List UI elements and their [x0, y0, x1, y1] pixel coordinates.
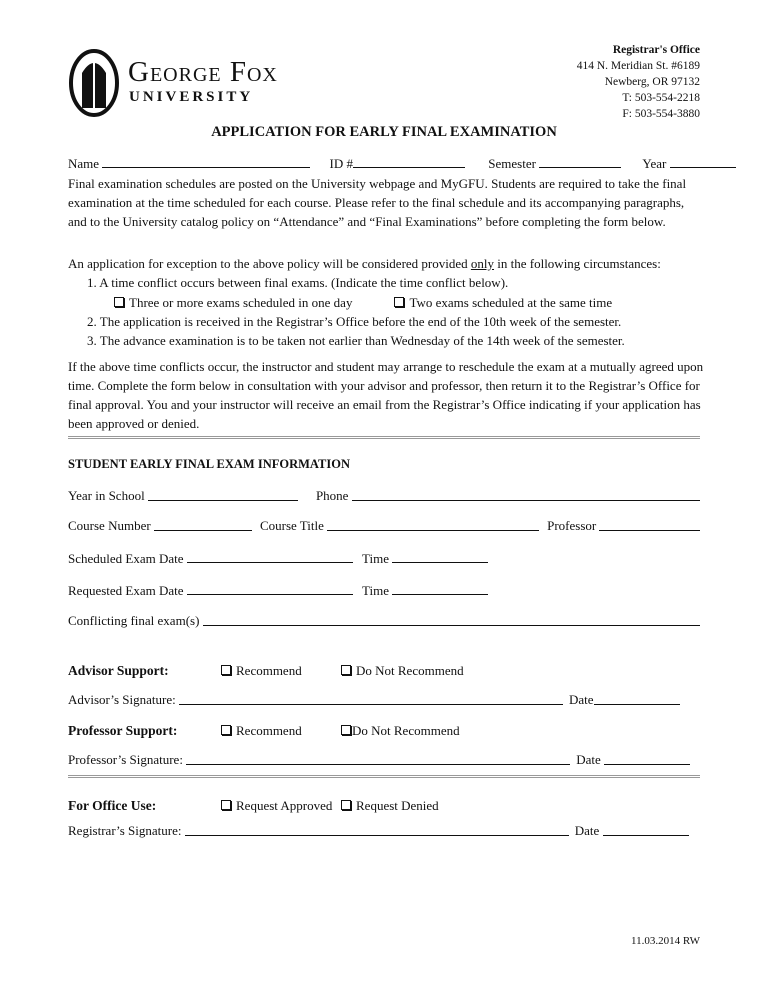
checkbox[interactable]: [221, 725, 231, 735]
phone-field[interactable]: [352, 488, 700, 501]
requested-date-field[interactable]: [187, 582, 353, 595]
condition-1: 1. A time conflict occurs between final exams. (Indicate the time conflict below).: [87, 275, 509, 290]
city: Newberg, OR 97132: [604, 76, 700, 88]
emphasis: only: [470, 256, 495, 271]
logo-emblem-icon: [68, 48, 120, 118]
label: Advisor Support:: [68, 663, 169, 678]
registrar-signature-field[interactable]: [185, 823, 569, 836]
id-label: ID #: [329, 156, 354, 171]
label: Professor’s Signature:: [68, 752, 183, 767]
label: Date: [568, 692, 594, 707]
instructions-paragraph: If the above time conflicts occur, the instructor and student may arrange to reschedule the exam at a mutually agreed upon time. Complete the form below in consultation with your advisor and professor, then return it to the Registrar’s Office for final approval. You and your instructor will receive an email from the Registrar’s Office indicating if your application has been approved or denied.: [68, 359, 704, 431]
conflicting-exams-field[interactable]: [203, 613, 700, 626]
checkbox-label: Do Not Recommend: [356, 663, 464, 678]
checkbox-label: Request Approved: [236, 798, 333, 813]
label: Time: [362, 583, 389, 598]
course-number-field[interactable]: [154, 518, 252, 531]
text: An application for exception to the above policy will be considered provided: [68, 256, 471, 271]
course-row: [68, 518, 700, 534]
registrar-signature-row: [68, 823, 700, 839]
scheduled-row: [68, 550, 700, 567]
label: Conflicting final exam(s): [68, 613, 200, 628]
checkbox-label: Three or more exams scheduled in one day: [129, 295, 353, 310]
advisor-date-field[interactable]: [594, 692, 680, 705]
id-field[interactable]: [353, 155, 465, 168]
label: Professor: [547, 518, 597, 533]
checkbox[interactable]: [221, 800, 231, 810]
name-field[interactable]: [102, 155, 310, 168]
checkbox-label: Two exams scheduled at the same time: [409, 295, 613, 310]
checkbox[interactable]: [221, 665, 231, 675]
professor-field[interactable]: [599, 518, 700, 531]
divider: [68, 436, 700, 441]
label: Professor Support:: [68, 723, 178, 738]
checkbox[interactable]: [341, 800, 351, 810]
label: Registrar’s Signature:: [68, 823, 182, 838]
condition-3: 3. The advance examination is to be taken not earlier than Wednesday of the 14th week of the semester.: [87, 333, 625, 348]
year-field[interactable]: [670, 155, 736, 168]
checkbox-label: Request Denied: [356, 798, 439, 813]
checkbox-label: Recommend: [236, 723, 302, 738]
text: in the following circumstances:: [494, 256, 661, 271]
name-row: [68, 155, 700, 172]
section-heading: STUDENT EARLY FINAL EXAM INFORMATION: [68, 457, 350, 471]
label: Course Number: [68, 518, 151, 533]
checkbox[interactable]: [341, 725, 351, 735]
label: Date: [576, 752, 601, 767]
semester-label: Semester: [488, 156, 536, 171]
checkbox[interactable]: [114, 297, 124, 307]
label: Requested Exam Date: [68, 583, 184, 598]
label: Phone: [315, 488, 349, 503]
checkbox-label: Do Not Recommend: [352, 723, 460, 738]
requested-row: [68, 582, 700, 599]
office-address: [577, 42, 700, 122]
form-title: APPLICATION FOR EARLY FINAL EXAMINATION: [211, 124, 557, 140]
revision-footer: 11.03.2014 RW: [631, 935, 700, 947]
policy-paragraph: Final examination schedules are posted on the University webpage and MyGFU. Students are required to take the final examination at the time scheduled for each course. Please refer to the final schedule and its accompanying paragraphs, and to the University catalog policy on “Attendance” and “Final Examinations” before completing the form below.: [68, 176, 687, 229]
advisor-signature-field[interactable]: [179, 692, 563, 705]
professor-date-field[interactable]: [604, 752, 690, 765]
conflicting-row: [68, 613, 700, 629]
name-label: Name: [68, 156, 100, 171]
professor-signature-field[interactable]: [186, 752, 570, 765]
divider: [68, 775, 700, 780]
logo: [68, 48, 278, 122]
label: Scheduled Exam Date: [68, 551, 184, 566]
year-in-school-field[interactable]: [148, 488, 298, 501]
year-phone-row: [68, 488, 700, 504]
logo-name: George Fox: [128, 56, 278, 88]
label: Year in School: [68, 488, 145, 503]
label: Course Title: [259, 518, 324, 533]
label: Date: [574, 823, 600, 838]
professor-signature-row: [68, 752, 700, 768]
advisor-signature-row: [68, 692, 700, 708]
requested-time-field[interactable]: [392, 582, 488, 595]
condition-2: 2. The application is received in the Registrar’s Office before the end of the 10th week of the semester.: [87, 314, 622, 329]
checkbox-label: Recommend: [236, 663, 302, 678]
year-label: Year: [642, 156, 667, 171]
registrar-date-field[interactable]: [603, 823, 689, 836]
label: Time: [362, 551, 389, 566]
scheduled-time-field[interactable]: [392, 550, 488, 563]
scheduled-date-field[interactable]: [187, 550, 353, 563]
address: 414 N. Meridian St. #6189: [576, 60, 700, 72]
office-name: Registrar's Office: [612, 44, 700, 56]
logo-subtitle: UNIVERSITY: [129, 89, 254, 105]
conflict-options: [114, 293, 612, 312]
checkbox[interactable]: [341, 665, 351, 675]
semester-field[interactable]: [539, 155, 621, 168]
label: For Office Use:: [68, 798, 157, 813]
fax: F: 503-554-3880: [622, 108, 700, 120]
phone: T: 503-554-2218: [622, 92, 700, 104]
label: Advisor’s Signature:: [68, 692, 176, 707]
exception-paragraph: [68, 254, 661, 273]
course-title-field[interactable]: [327, 518, 539, 531]
checkbox[interactable]: [394, 297, 404, 307]
